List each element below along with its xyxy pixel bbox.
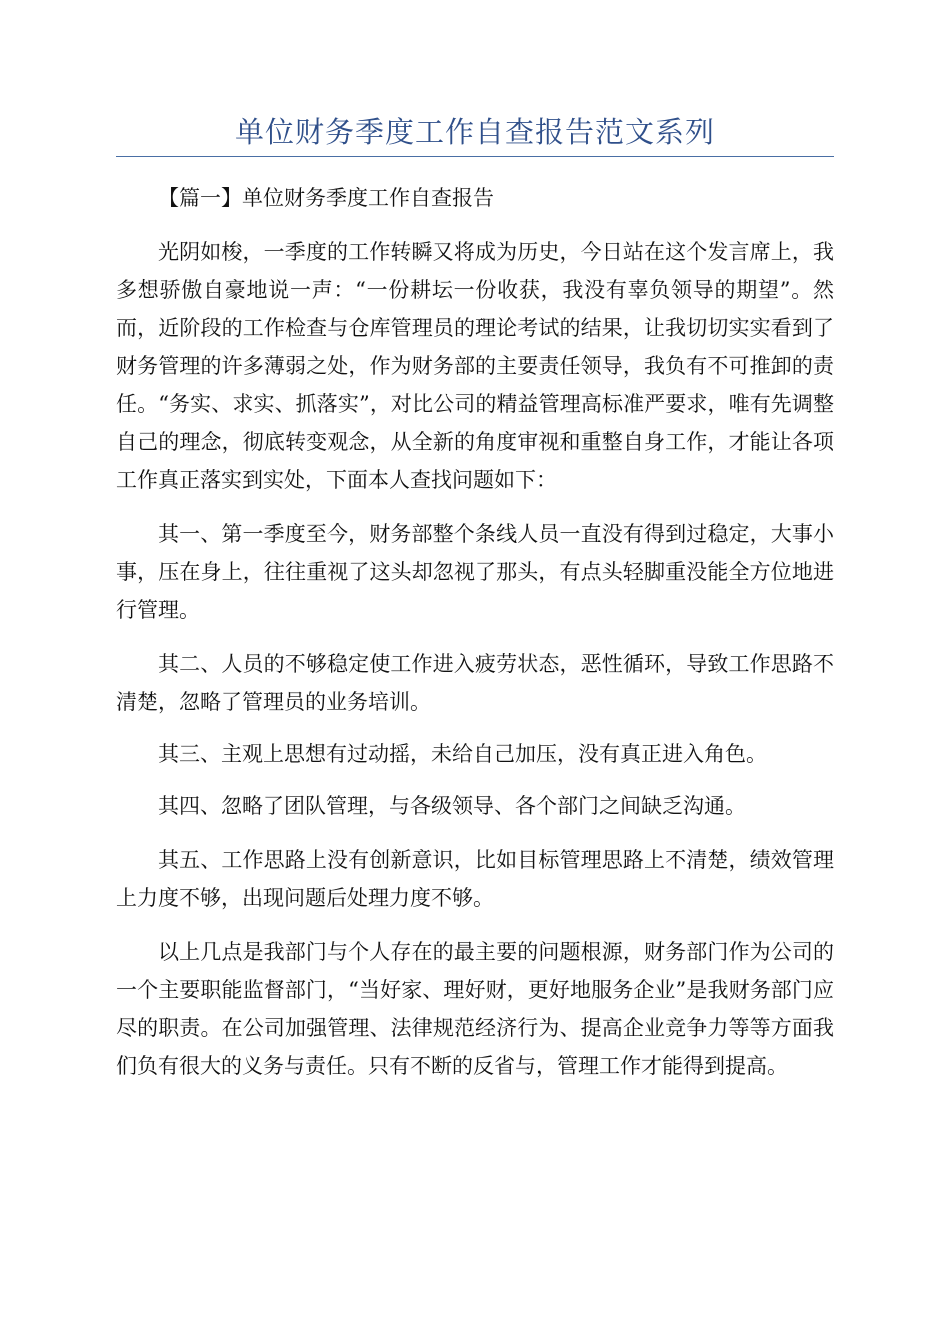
paragraph-issue-3: 其三、主观上思想有过动摇，未给自己加压，没有真正进入角色。 bbox=[158, 742, 767, 766]
paragraph-issue-1: 其一、第一季度至今，财务部整个条线人员一直没有得到过稳定，大事小事，压在身上，往往重视了这头却忽视了那头，有点头轻脚重没能全方位地进行管理。 bbox=[116, 522, 834, 622]
paragraph-conclusion: 以上几点是我部门与个人存在的最主要的问题根源，财务部门作为公司的一个主要职能监督部门，“当好家、理好财，更好地服务企业”是我财务部门应尽的职责。在公司加强管理、法律规范经济行为、提高企业竞争力等等方面我们负有很大的义务与责任。只有不断的反省与，管理工作才能得到提高。 bbox=[116, 940, 834, 1078]
paragraph-intro: 光阴如梭，一季度的工作转瞬又将成为历史，今日站在这个发言席上，我多想骄傲自豪地说一声：“一份耕坛一份收获，我没有辜负领导的期望”。然而，近阶段的工作检查与仓库管理员的理论考试的结果，让我切切实实看到了财务管理的许多薄弱之处，作为财务部的主要责任领导，我负有不可推卸的责任。“务实、求实、抓落实”，对比公司的精益管理高标准严要求，唯有先调整自己的理念，彻底转变观念，从全新的角度审视和重整自身工作，才能让各项工作真正落实到实处，下面本人查找问题如下： bbox=[116, 240, 834, 492]
paragraph-issue-2: 其二、人员的不够稳定使工作进入疲劳状态，恶性循环，导致工作思路不清楚，忽略了管理员的业务培训。 bbox=[116, 652, 834, 714]
paragraph-issue-4: 其四、忽略了团队管理，与各级领导、各个部门之间缺乏沟通。 bbox=[158, 794, 746, 818]
section-heading: 【篇一】单位财务季度工作自查报告 bbox=[158, 186, 494, 210]
document-title: 单位财务季度工作自查报告范文系列 bbox=[116, 112, 834, 157]
paragraph-issue-5: 其五、工作思路上没有创新意识，比如目标管理思路上不清楚，绩效管理上力度不够，出现问题后处理力度不够。 bbox=[116, 848, 834, 910]
